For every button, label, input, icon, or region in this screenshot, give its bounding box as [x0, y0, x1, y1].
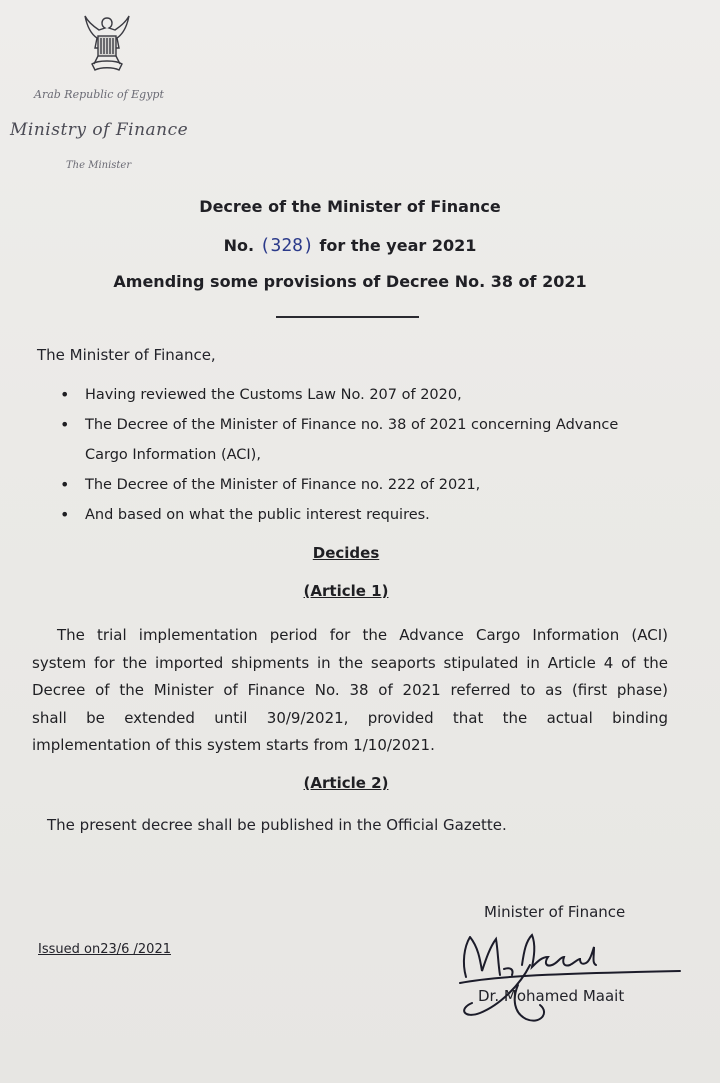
article-1-heading: (Article 1): [303, 582, 389, 600]
list-item: • Having reviewed the Customs Law No. 207 of 2020,: [60, 385, 700, 405]
decides-heading: Decides: [312, 544, 380, 562]
letterhead-ministry: Ministry of Finance: [10, 120, 189, 140]
title-divider: [276, 316, 419, 318]
decree-number-line: No. (328) for the year 2021: [223, 235, 477, 256]
preamble-list: [60, 385, 700, 535]
letterhead-office: The Minister: [66, 160, 132, 171]
list-item: • The Decree of the Minister of Finance no. 38 of 2021 concerning Advance Cargo Information (ACI),: [60, 415, 700, 465]
decree-subject: Amending some provisions of Decree No. 38 of 2021: [113, 272, 587, 291]
decree-title: Decree of the Minister of Finance: [199, 197, 501, 216]
article-1-text: The trial implementation period for the Advance Cargo Information (ACI) system for the imported shipments in the seaports stipulated in Article 4 of the Decree of the Minister of Finance No. 38 of 2021 referred to as (first phase) shall be extended until 30/9/2021, provided that the actual binding implementation of this system starts from 1/10/2021.: [32, 626, 668, 754]
signatory-title: Minister of Finance: [484, 903, 626, 921]
decree-number: (328): [259, 235, 314, 256]
intro-text: The Minister of Finance,: [37, 346, 216, 364]
list-item: • And based on what the public interest requires.: [60, 505, 700, 525]
issued-date: Issued on23/6 /2021: [38, 942, 171, 957]
letterhead-country: Arab Republic of Egypt: [34, 88, 164, 101]
article-2-heading: (Article 2): [303, 774, 389, 792]
list-item: • The Decree of the Minister of Finance no. 222 of 2021,: [60, 475, 700, 495]
signature-scribble: [440, 925, 690, 1035]
signatory-name: Dr. Mohamed Maait: [478, 987, 625, 1005]
eagle-emblem-icon: [82, 12, 132, 82]
article-2-text: The present decree shall be published in the Official Gazette.: [47, 816, 507, 834]
